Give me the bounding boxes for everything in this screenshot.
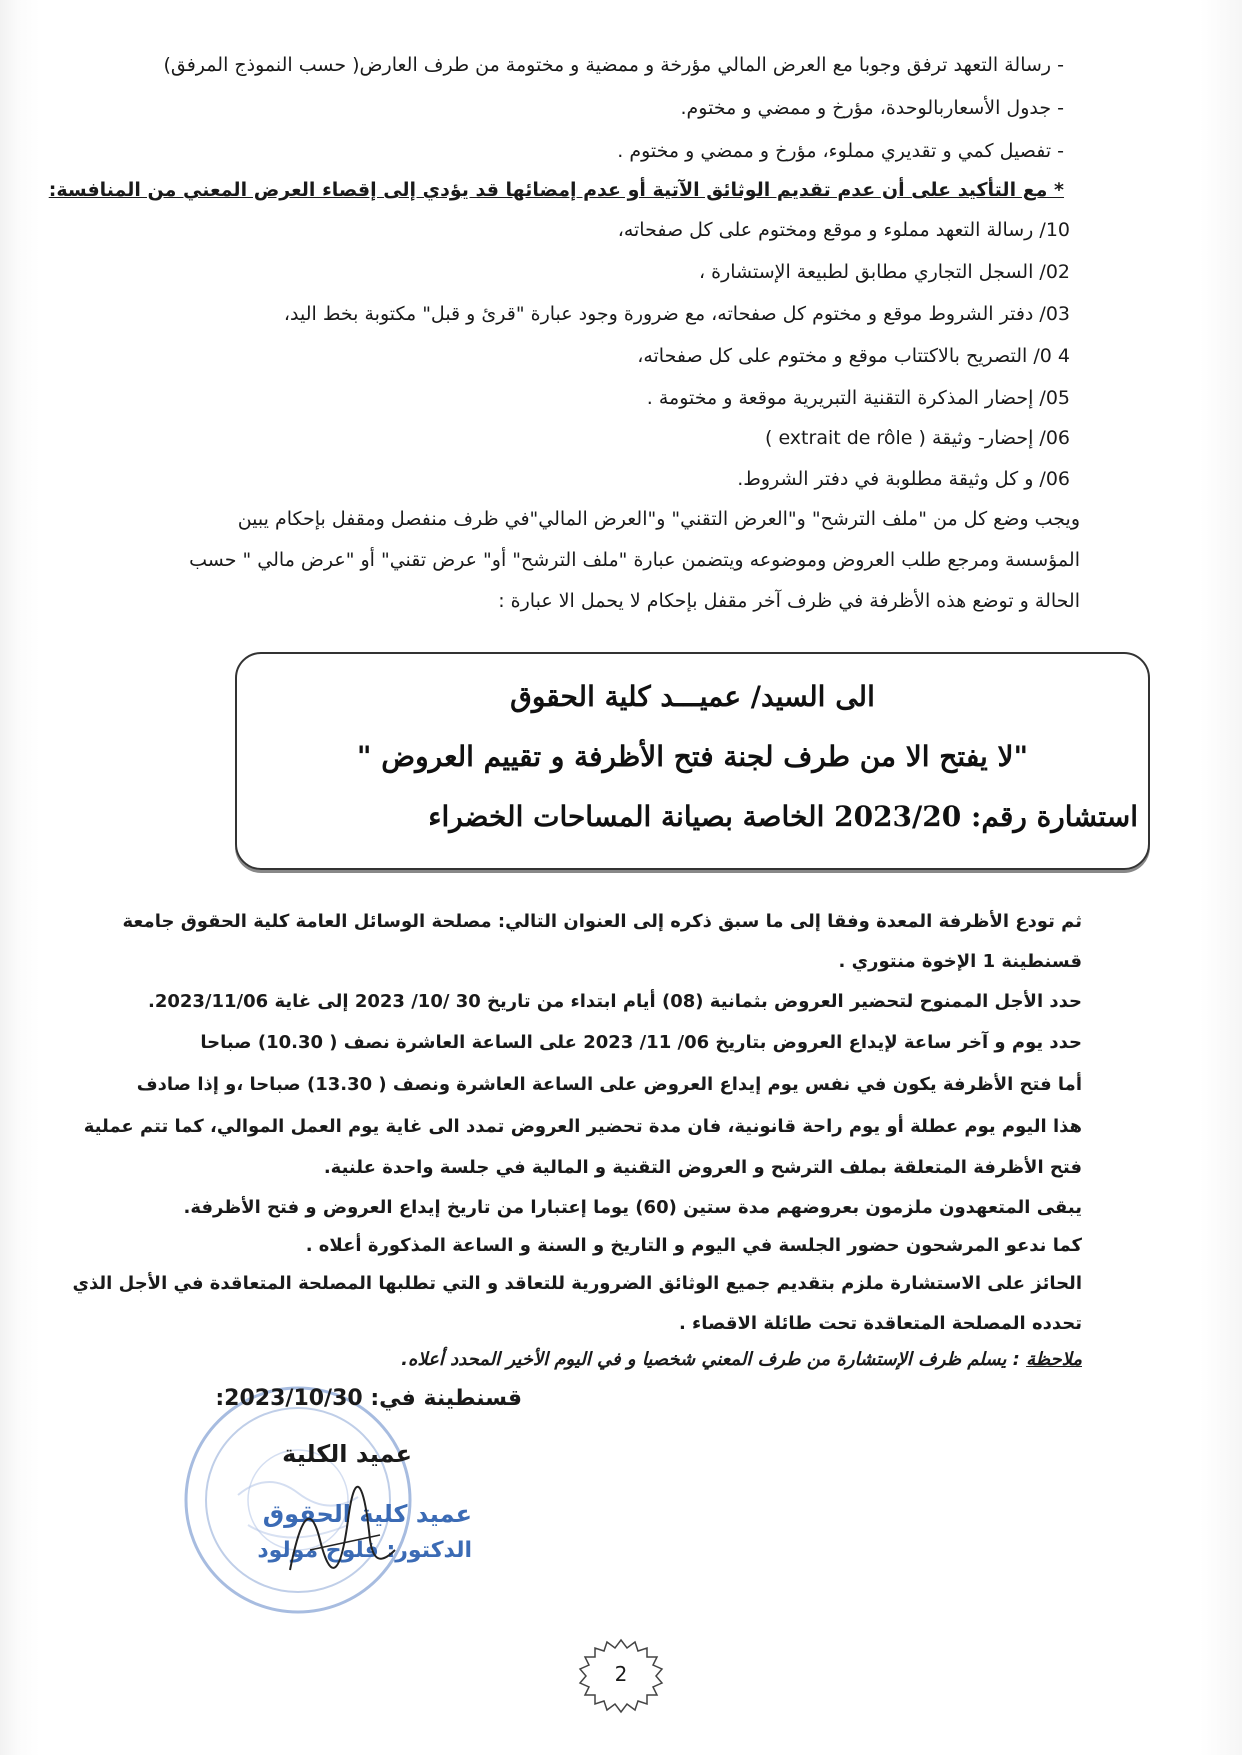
details-line: ثم تودع الأظرفة المعدة وفقا إلى ما سبق ذكره إلى العنوان التالي: مصلحة الوسائل العامة كلية الحقوق جامعة: [122, 911, 1082, 932]
stamp-dean-name: عميد كلية الحقوق: [262, 1500, 472, 1528]
document-item: 4 0/ التصريح بالاكتتاب موقع و مختوم على كل صفحاته،: [637, 345, 1070, 367]
note-line: [401, 1346, 1082, 1374]
details-line: تحدده المصلحة المتعاقدة تحت طائلة الاقصاء .: [678, 1313, 1082, 1334]
document-item: 05/ إحضار المذكرة التقنية التبريرية موقعة و مختومة .: [646, 387, 1070, 409]
document-item: 06/ إحضار- وثيقة ( extrait de rôle ): [765, 427, 1070, 449]
box-instruction: "لا يفتح الا من طرف لجنة فتح الأظرفة و تقييم العروض ": [356, 740, 1029, 773]
details-line: أما فتح الأظرفة يكون في نفس يوم إيداع العروض على الساعة العاشرة ونصف ( 13.30) صباحا ،و إذا صادف: [136, 1074, 1082, 1095]
box-addressee: الى السيد/ عميـــد كلية الحقوق: [510, 680, 875, 713]
document-item: 02/ السجل التجاري مطابق لطبيعة الإستشارة ،: [698, 261, 1070, 283]
details-line: يبقى المتعهدون ملزمون بعروضهم مدة ستين (60) يوما إعتبارا من تاريخ إيداع العروض و فتح الأظرفة.: [183, 1197, 1082, 1218]
envelope-paragraph-line: المؤسسة ومرجع طلب العروض وموضوعه ويتضمن عبارة "ملف الترشح" أو" عرض تقني" أو "عرض مالي " حسب: [189, 549, 1080, 571]
warning-line: * مع التأكيد على أن عدم تقديم الوثائق الآتية أو عدم إمضائها قد يؤدي إلى إقصاء العرض المعني من المنافسة:: [48, 179, 1064, 201]
document-item: 10/ رسالة التعهد مملوء و موقع ومختوم على كل صفحاته،: [617, 219, 1070, 241]
handwritten-signature: [270, 1480, 410, 1590]
details-line: حدد يوم و آخر ساعة لإيداع العروض بتاريخ 06/ 11/ 2023 على الساعة العاشرة نصف ( 10.30) صباحا: [200, 1032, 1082, 1053]
box-consultation: استشارة رقم: 2023/20 الخاصة بصيانة المساحات الخضراء: [428, 800, 1138, 833]
signature-place-date: قسنطينة في: 2023/10/30:: [215, 1386, 522, 1411]
requirement-line: - رسالة التعهد ترفق وجوبا مع العرض المالي مؤرخة و ممضية و مختومة من طرف العارض( حسب النموذج المرفق): [163, 54, 1064, 76]
details-line: هذا اليوم يوم عطلة أو يوم راحة قانونية، فان مدة تحضير العروض تمدد الى غاية يوم العمل الموالي، كما تتم عملية: [83, 1116, 1082, 1137]
details-line: فتح الأظرفة المتعلقة بملف الترشح و العروض التقنية و المالية في جلسة واحدة علنية.: [323, 1157, 1082, 1178]
stamp-doctor-name: الدكتور: فلوح مولود: [257, 1538, 472, 1563]
page-number-seal: [573, 1636, 669, 1716]
note-text: : يسلم ظرف الإستشارة من طرف المعني شخصيا و في اليوم الأخير المحدد أعلاه.: [401, 1349, 1027, 1370]
envelope-address-box: [235, 652, 1150, 870]
requirement-line: - جدول الأسعاربالوحدة، مؤرخ و ممضي و مختوم.: [680, 97, 1064, 119]
envelope-paragraph-line: ويجب وضع كل من "ملف الترشح" و"العرض التقني" و"العرض المالي"في ظرف منفصل ومقفل بإحكام يبين: [237, 508, 1080, 530]
requirement-line: - تفصيل كمي و تقديري مملوء، مؤرخ و ممضي و مختوم .: [617, 140, 1064, 162]
envelope-paragraph-line: الحالة و توضع هذه الأظرفة في ظرف آخر مقفل بإحكام لا يحمل الا عبارة :: [498, 590, 1080, 612]
details-line: قسنطينة 1 الإخوة منتوري .: [838, 951, 1082, 972]
details-line: كما ندعو المرشحون حضور الجلسة في اليوم و التاريخ و السنة و الساعة المذكورة أعلاه .: [305, 1235, 1082, 1256]
note-label: ملاحظة: [1026, 1349, 1082, 1370]
details-line: الحائز على الاستشارة ملزم بتقديم جميع الوثائق الضرورية للتعاقد و التي تطلبها المصلحة المتعاقدة في الأجل الذي: [72, 1273, 1082, 1294]
page-number: 2: [614, 1662, 628, 1686]
details-line: حدد الأجل الممنوح لتحضير العروض بثمانية (08) أيام ابتداء من تاريخ 30 /10/ 2023 إلى غاية 2023/11/06.: [147, 991, 1082, 1012]
document-item: 06/ و كل وثيقة مطلوبة في دفتر الشروط.: [737, 468, 1070, 490]
document-item: 03/ دفتر الشروط موقع و مختوم كل صفحاته، مع ضرورة وجود عبارة "قرئ و قبل" مكتوبة بخط اليد،: [283, 303, 1070, 325]
signature-title: عميد الكلية: [282, 1440, 412, 1468]
